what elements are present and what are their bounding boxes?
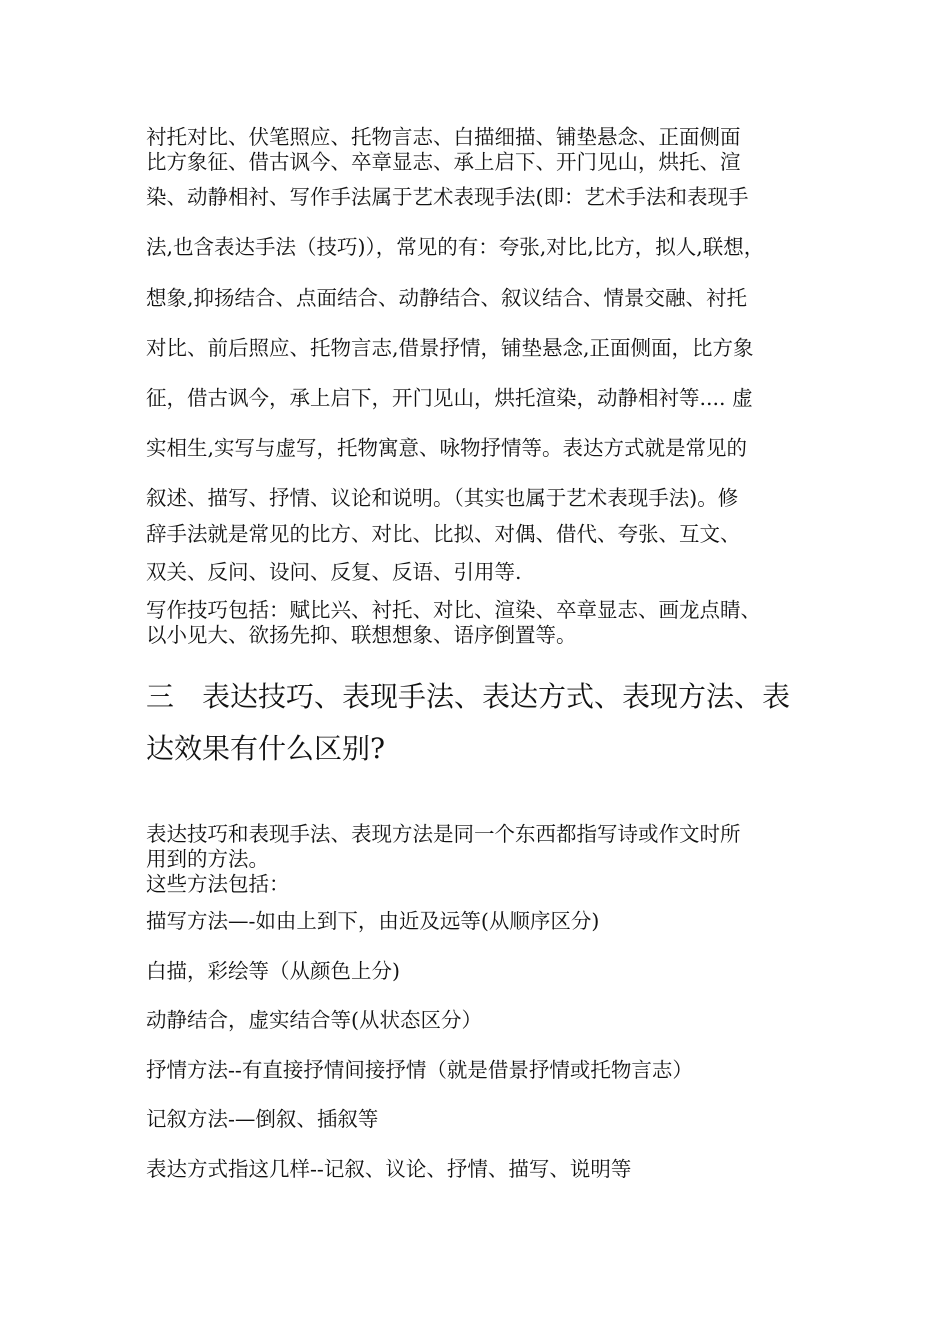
list-item: 抒情方法--有直接抒情间接抒情（就是借景抒情或托物言志） — [146, 1058, 693, 1082]
text-line: 想象,抑扬结合、点面结合、动静结合、叙议结合、情景交融、衬托 — [146, 286, 748, 310]
list-item: 表达方式指这几样--记叙、议论、抒情、描写、说明等 — [146, 1157, 632, 1181]
list-item: 描写方法—-如由上到下，由近及远等(从顺序区分) — [146, 909, 600, 933]
text-line: 染、动静相衬、写作手法属于艺术表现手法(即：艺术手法和表现手 — [146, 185, 749, 209]
text-line: 辞手法就是常见的比方、对比、比拟、对偶、借代、夸张、互文、 — [146, 522, 741, 546]
text-line: 写作技巧包括：赋比兴、衬托、对比、渲染、卒章显志、画龙点睛、 — [146, 598, 761, 622]
text-line: 叙述、描写、抒情、议论和说明。（其实也属于艺术表现手法)。修 — [146, 486, 739, 510]
text-line: 法,也含表达手法（技巧)），常见的有：夸张,对比,比方，拟人,联想， — [146, 235, 765, 259]
text-line: 征，借古讽今，承上启下，开门见山，烘托渲染，动静相衬等.... 虚 — [146, 386, 753, 410]
text-line: 双关、反问、设问、反复、反语、引用等. — [146, 560, 522, 584]
text-line: 用到的方法。 — [146, 847, 269, 871]
text-line: 这些方法包括： — [146, 872, 290, 896]
list-item: 白描，彩绘等（从颜色上分) — [146, 959, 400, 983]
list-item: 动静结合，虚实结合等(从状态区分） — [146, 1008, 482, 1032]
text-line: 以小见大、欲扬先抑、联想想象、语序倒置等。 — [146, 623, 577, 647]
text-line: 表达技巧和表现手法、表现方法是同一个东西都指写诗或作文时所 — [146, 822, 741, 846]
text-line: 衬托对比、伏笔照应、托物言志、白描细描、铺垫悬念、正面侧面 — [146, 125, 741, 149]
heading-line: 达效果有什么区别? — [146, 732, 386, 765]
text-line: 对比、前后照应、托物言志,借景抒情，铺垫悬念,正面侧面，比方象 — [146, 336, 754, 360]
text-line: 实相生,实写与虚写，托物寓意、咏物抒情等。表达方式就是常见的 — [146, 436, 748, 460]
list-item: 记叙方法-—倒叙、插叙等 — [146, 1107, 379, 1131]
text-line: 比方象征、借古讽今、卒章显志、承上启下、开门见山，烘托、渲 — [146, 150, 741, 174]
heading-line: 三 表达技巧、表现手法、表达方式、表现方法、表 — [146, 680, 791, 713]
